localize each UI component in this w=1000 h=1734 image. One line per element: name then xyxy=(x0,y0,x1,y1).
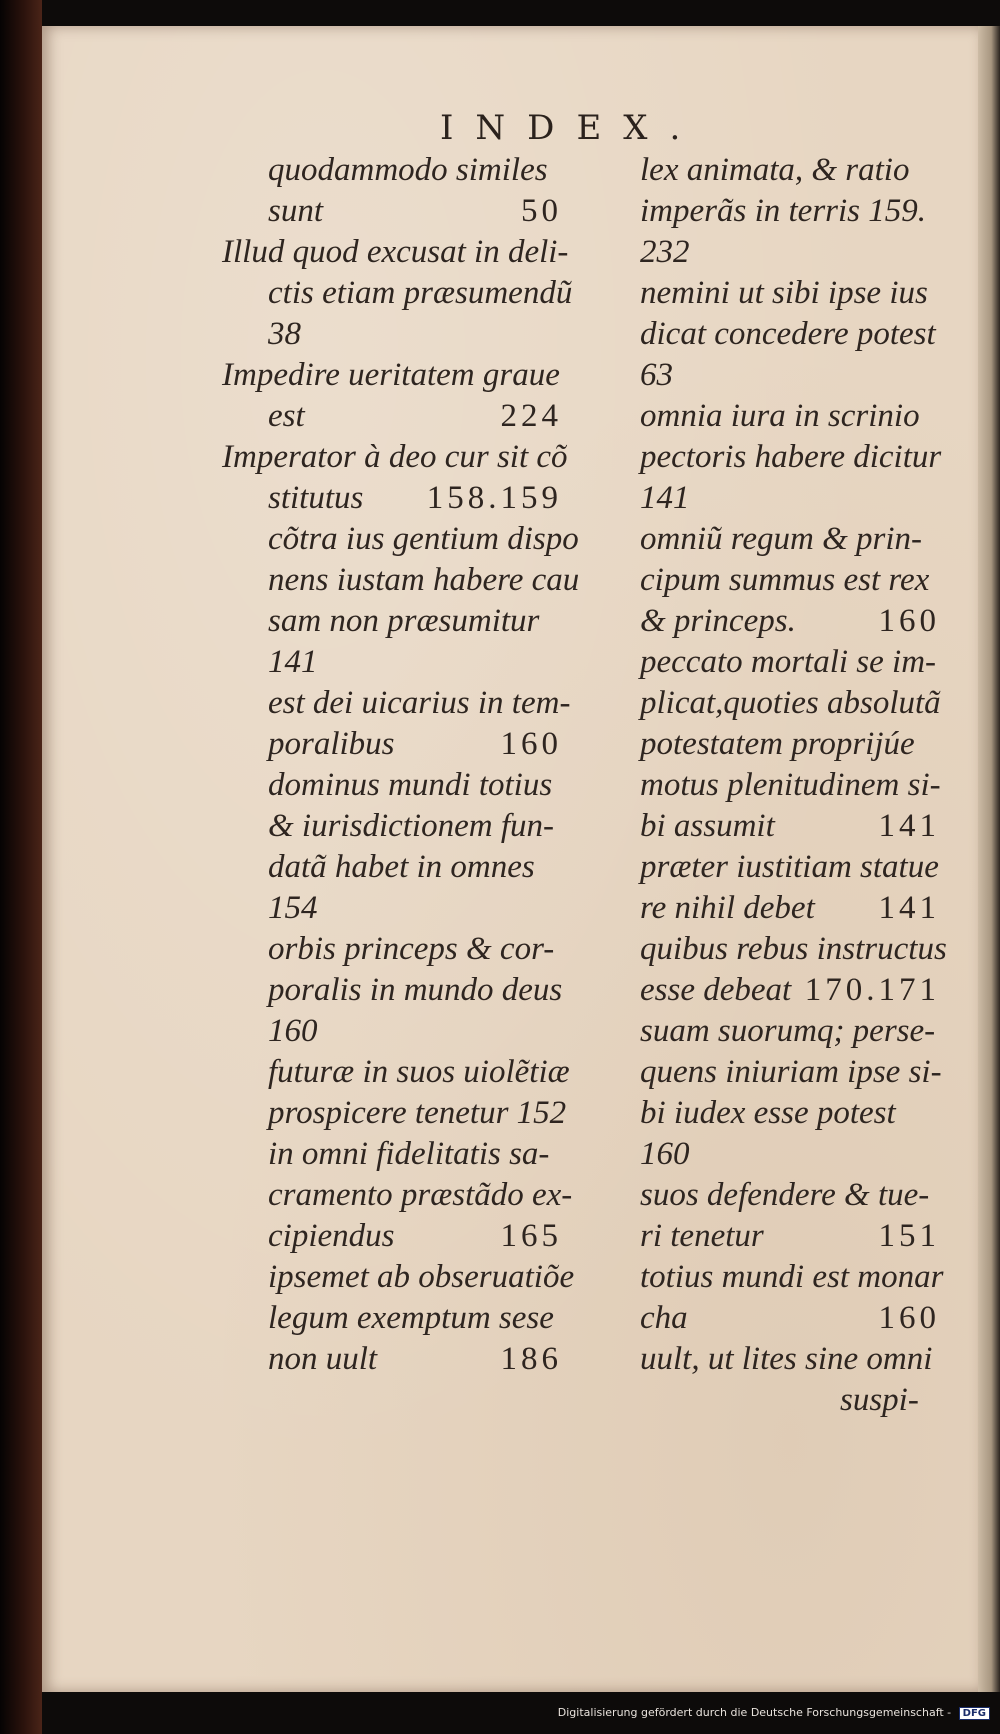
index-entry-text: ri tenetur xyxy=(640,1218,764,1254)
index-line xyxy=(222,765,562,806)
index-entry-text: nens iustam habere cau xyxy=(268,562,580,598)
index-entry-text: pectoris habere dicitur xyxy=(640,439,942,475)
index-line xyxy=(222,150,562,191)
index-entry-text: sam non præsumitur xyxy=(268,603,540,639)
index-line xyxy=(222,396,562,437)
index-line xyxy=(640,1257,944,1298)
index-entry-text: est dei uicarius in tem- xyxy=(268,685,571,721)
index-line xyxy=(640,478,940,519)
index-entry-text: quibus rebus instructus xyxy=(640,931,947,967)
index-entry-text: futuræ in suos uiolẽtiæ xyxy=(268,1054,570,1090)
index-entry-text: 160 xyxy=(640,1136,690,1172)
index-line xyxy=(222,1134,562,1175)
index-entry-text: est xyxy=(268,398,305,434)
index-line xyxy=(222,683,571,724)
index-column-left xyxy=(222,150,580,1380)
index-line xyxy=(222,273,573,314)
index-entry-text: peccato mortali se im- xyxy=(640,644,937,680)
index-line xyxy=(222,970,562,1011)
index-line xyxy=(640,560,940,601)
dfg-logo: DFG xyxy=(959,1707,990,1720)
index-line xyxy=(640,191,940,232)
index-entry-text: cipum summus est rex xyxy=(640,562,930,598)
index-line xyxy=(640,888,940,929)
index-entry-text: imperãs in terris 159. xyxy=(640,193,927,229)
index-entry-text: 154 xyxy=(268,890,318,926)
index-entry-text: quodammodo similes xyxy=(268,152,548,188)
index-entry-text: suos defendere & tue- xyxy=(640,1177,930,1213)
index-entry-page-number: 50 xyxy=(521,193,562,229)
index-entry-text: cha xyxy=(640,1300,688,1336)
index-entry-text: re nihil debet xyxy=(640,890,815,926)
index-entry-text: lex animata, & ratio xyxy=(640,152,910,188)
index-entry-text: 141 xyxy=(640,480,690,516)
index-line xyxy=(640,273,940,314)
index-entry-text: Impedire ueritatem graue xyxy=(222,357,560,393)
index-line xyxy=(640,437,940,478)
index-entry-text: dicat concedere potest xyxy=(640,316,936,352)
index-line xyxy=(222,1093,567,1134)
index-line xyxy=(640,765,940,806)
index-entry-page-number: 141 xyxy=(878,808,940,844)
index-entry-text: in omni fidelitatis sa- xyxy=(268,1136,550,1172)
index-entry-text: totius mundi est monar xyxy=(640,1259,944,1295)
index-line xyxy=(222,314,562,355)
index-entry-text: 38 xyxy=(268,316,301,352)
index-line xyxy=(222,1052,570,1093)
index-entry-text: dominus mundi totius xyxy=(268,767,553,803)
index-entry-text: prospicere tenetur 152 xyxy=(268,1095,567,1131)
index-line xyxy=(640,601,940,642)
index-entry-page-number: 224 xyxy=(500,398,562,434)
index-column-right xyxy=(640,150,947,1421)
page-header: INDEX. xyxy=(440,108,703,148)
index-entry-text: orbis princeps & cor- xyxy=(268,931,555,967)
index-entry-text: omnia iura in scrinio xyxy=(640,398,920,434)
index-line xyxy=(222,642,562,683)
index-entry-text: 63 xyxy=(640,357,673,393)
index-entry-text: præter iustitiam statue xyxy=(640,849,939,885)
index-line xyxy=(222,560,580,601)
index-line xyxy=(640,724,940,765)
index-entry-text: poralis in mundo deus xyxy=(268,972,563,1008)
index-entry-text: stitutus xyxy=(268,480,364,516)
index-line xyxy=(640,1134,940,1175)
index-entry-text: bi assumit xyxy=(640,808,775,844)
index-entry-text: sunt xyxy=(268,193,324,229)
index-line xyxy=(222,478,562,519)
index-line xyxy=(640,683,940,724)
index-line xyxy=(640,519,940,560)
index-line xyxy=(640,314,940,355)
index-line xyxy=(640,1216,940,1257)
index-entry-text: non uult xyxy=(268,1341,378,1377)
index-line xyxy=(222,847,562,888)
index-line xyxy=(222,437,568,478)
page-edge xyxy=(978,26,1000,1692)
index-line xyxy=(640,1298,940,1339)
index-entry-page-number: 151 xyxy=(878,1218,940,1254)
index-entry-text: & iurisdictionem fun- xyxy=(268,808,554,844)
index-entry-page-number: 158.159 xyxy=(426,480,562,516)
index-line xyxy=(222,519,579,560)
footer-text: Digitalisierung gefördert durch die Deutsche Forschungsgemeinschaft - xyxy=(557,1706,952,1719)
index-line xyxy=(640,806,940,847)
index-line xyxy=(222,806,562,847)
index-entry-text: ipsemet ab obseruatiõe xyxy=(268,1259,575,1295)
index-entry-text: quens iniuriam ipse si- xyxy=(640,1054,942,1090)
index-line xyxy=(222,1216,562,1257)
index-entry-page-number: 160 xyxy=(878,1300,940,1336)
index-entry-text: poralibus xyxy=(268,726,395,762)
index-line xyxy=(640,1052,940,1093)
index-line xyxy=(640,1175,940,1216)
index-line xyxy=(222,888,562,929)
index-line xyxy=(640,1380,940,1421)
index-line xyxy=(222,355,562,396)
index-line xyxy=(640,1093,940,1134)
index-line xyxy=(222,929,562,970)
index-line xyxy=(222,601,562,642)
index-line xyxy=(640,150,940,191)
index-entry-text: cramento præstãdo ex- xyxy=(268,1177,573,1213)
index-entry-text: datã habet in omnes xyxy=(268,849,535,885)
index-entry-text: cõtra ius gentium dispo xyxy=(268,521,579,557)
index-entry-page-number: 186 xyxy=(500,1341,562,1377)
index-entry-page-number: 170.171 xyxy=(804,972,940,1008)
index-entry-text: uult, ut lites sine omni xyxy=(640,1341,933,1377)
footer-credit xyxy=(0,1706,990,1726)
index-line xyxy=(640,642,940,683)
index-entry-text: motus plenitudinem si- xyxy=(640,767,941,803)
index-entry-text: esse debeat xyxy=(640,972,792,1008)
index-line xyxy=(640,1011,940,1052)
index-entry-text: 141 xyxy=(268,644,318,680)
index-entry-text: omniũ regum & prin- xyxy=(640,521,923,557)
index-entry-text: ctis etiam præsumendũ xyxy=(268,275,573,311)
index-entry-text: & princeps. xyxy=(640,603,796,639)
index-entry-page-number: 160 xyxy=(500,726,562,762)
index-line xyxy=(222,724,562,765)
index-entry-text: cipiendus xyxy=(268,1218,395,1254)
index-line xyxy=(640,847,940,888)
index-line xyxy=(640,929,947,970)
index-line xyxy=(222,1298,562,1339)
index-line xyxy=(222,1011,562,1052)
index-line xyxy=(640,232,940,273)
index-entry-page-number: 141 xyxy=(878,890,940,926)
index-line xyxy=(640,396,940,437)
index-entry-text: legum exemptum sese xyxy=(268,1300,554,1336)
index-line xyxy=(222,1339,562,1380)
index-line xyxy=(640,355,940,396)
index-entry-text: suspi- xyxy=(840,1382,919,1418)
index-entry-page-number: 160 xyxy=(878,603,940,639)
index-line xyxy=(222,1175,573,1216)
scan-left-border xyxy=(0,0,42,1734)
index-entry-text: potestatem proprijúe xyxy=(640,726,915,762)
index-entry-text: suam suorumq; perse- xyxy=(640,1013,936,1049)
index-entry-text: nemini ut sibi ipse ius xyxy=(640,275,928,311)
index-entry-text: Imperator à deo cur sit cõ xyxy=(222,439,568,475)
index-entry-text: Illud quod excusat in deli- xyxy=(222,234,569,270)
index-entry-text: 160 xyxy=(268,1013,318,1049)
index-line xyxy=(640,970,940,1011)
index-line xyxy=(222,232,569,273)
index-entry-text: 232 xyxy=(640,234,690,270)
index-entry-text: bi iudex esse potest xyxy=(640,1095,896,1131)
index-line xyxy=(222,191,562,232)
index-line xyxy=(222,1257,575,1298)
index-line xyxy=(640,1339,940,1380)
index-entry-text: plicat,quoties absolutã xyxy=(640,685,941,721)
index-entry-page-number: 165 xyxy=(500,1218,562,1254)
